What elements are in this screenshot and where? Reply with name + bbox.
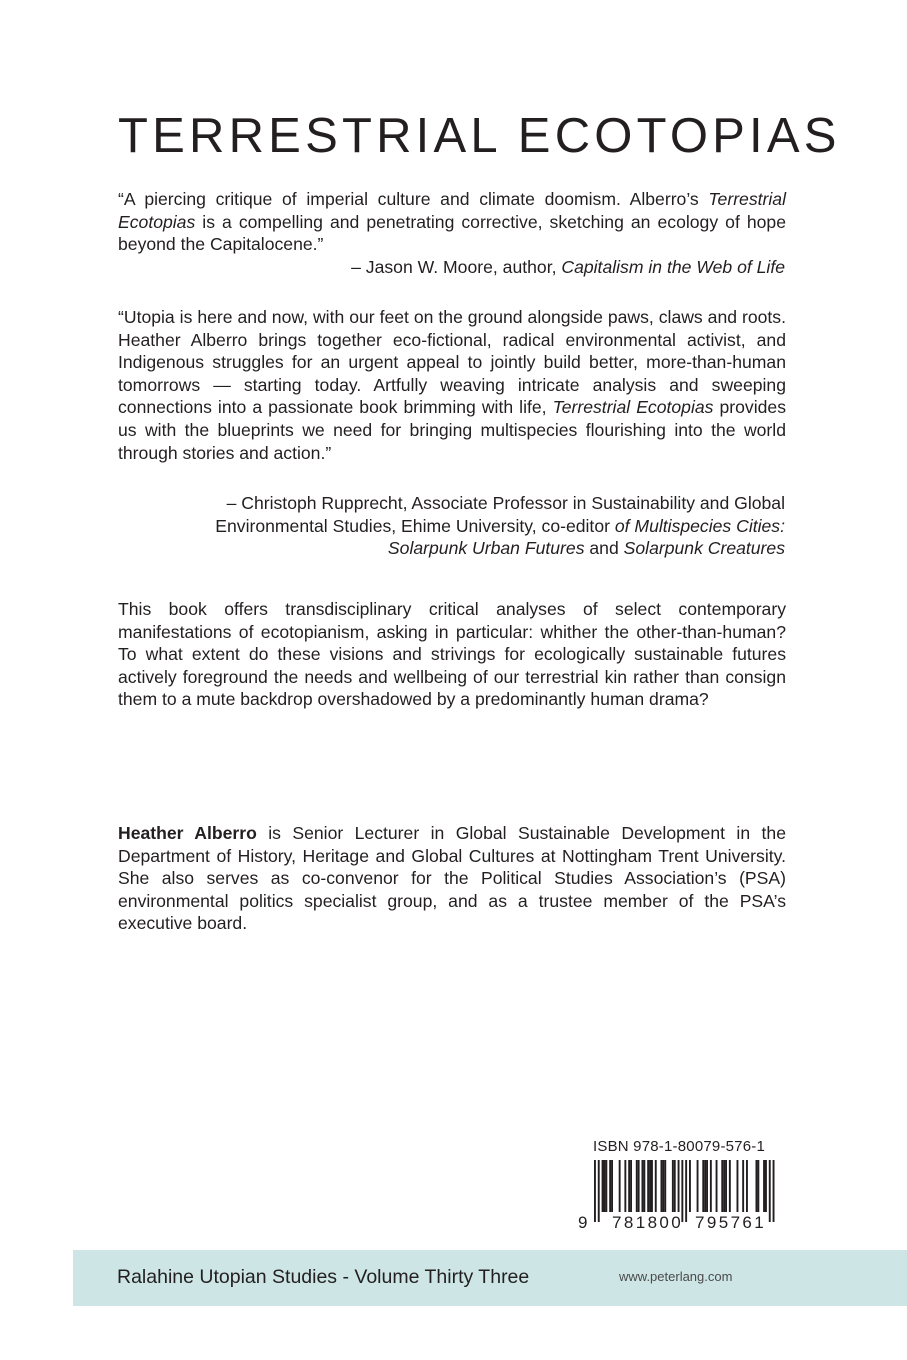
barcode-bar — [765, 1160, 767, 1212]
barcode-bar — [742, 1160, 744, 1212]
barcode-bar — [602, 1160, 604, 1212]
attribution-1-author: – Jason W. Moore, author, — [351, 257, 562, 277]
barcode-bar — [756, 1160, 758, 1212]
quote-1-text-pre: “A piercing critique of imperial culture and climate doomism. Alberro’s — [118, 189, 709, 209]
barcode-bar — [725, 1160, 727, 1212]
endorsement-1-attribution — [351, 256, 785, 279]
barcode-bar — [598, 1160, 600, 1222]
barcode-bar — [664, 1160, 666, 1212]
barcode-bar — [605, 1160, 607, 1212]
series-band — [73, 1250, 907, 1306]
barcode-bar — [729, 1160, 731, 1212]
barcode-bar — [685, 1160, 687, 1222]
barcode-bar — [643, 1160, 645, 1212]
publisher-website: www.peterlang.com — [619, 1269, 733, 1284]
barcode-right-digits: 795761 — [695, 1213, 767, 1230]
barcode-bar — [611, 1160, 613, 1212]
book-title: TERRESTRIAL ECOTOPIAS — [118, 109, 841, 163]
barcode-bar — [619, 1160, 621, 1212]
attribution-2-work-1a: of Multispecies Cities: — [614, 515, 785, 536]
attribution-1-work: Capitalism in the Web of Life — [561, 257, 785, 277]
book-description: This book offers transdisciplinary critical analyses of select contemporary manifestations of ecotopianism, asking in particular: whither the other-than-human? To what extent do these visions and strivings for ecologically sustainable futures actively foreground the needs and wellbeing of our terrestrial kin rather than consign them to a mute backdrop overshadowed by a predominantly human drama? — [118, 599, 786, 710]
barcode-bar — [689, 1160, 691, 1212]
barcode-bar — [757, 1160, 759, 1212]
attribution-2-line-1: – Christoph Rupprecht, Associate Professor in Sustainability and Global — [226, 493, 785, 513]
barcode-bar — [638, 1160, 640, 1212]
author-bio — [118, 822, 786, 935]
barcode-bar — [769, 1160, 771, 1222]
barcode-first-digit: 9 — [578, 1213, 588, 1230]
attribution-2-line-2 — [215, 515, 785, 538]
series-title: Ralahine Utopian Studies - Volume Thirty Three — [117, 1266, 530, 1288]
endorsement-quote-1 — [118, 188, 786, 256]
barcode-bar — [649, 1160, 651, 1212]
barcode-left-digits: 781800 — [612, 1213, 684, 1230]
quote-1-book-title: Terrestrial Ecotopias — [118, 189, 786, 232]
barcode-bar — [737, 1160, 739, 1212]
barcode-bar — [630, 1160, 632, 1212]
barcode-bar — [609, 1160, 611, 1212]
attribution-2-affiliation: Environmental Studies, Ehime University, co-editor — [215, 515, 615, 536]
barcode-bar — [697, 1160, 699, 1212]
attribution-2-work-2: Solarpunk Creatures — [623, 538, 785, 559]
barcode-bar — [710, 1160, 712, 1212]
barcode-bar — [647, 1160, 649, 1212]
attribution-2-work-1b: Solarpunk Urban Futures — [387, 538, 585, 559]
isbn-label: ISBN 978-1-80079-576-1 — [593, 1138, 766, 1155]
barcode-bar — [651, 1160, 653, 1212]
quote-2-text-post: provides us with the blueprints we need for bringing multispecies flourishing into the world through stories and action.” — [118, 397, 787, 463]
barcode-bar — [624, 1160, 626, 1212]
barcode-bar — [773, 1160, 775, 1222]
barcode-bar — [716, 1160, 718, 1212]
author-bio-text: is Senior Lecturer in Global Sustainable Development in the Department of History, Heritage and Global Cultures at Nottingham Trent University. She also serves as co-convenor for the Political Studies Association’s (PSA) environmental politics specialist group, and as a trustee member of the PSA’s executive board. — [118, 823, 786, 934]
barcode-bar — [628, 1160, 630, 1212]
endorsement-quote-2 — [118, 306, 786, 464]
quote-2-text-pre: “Utopia is here and now, with our feet on the ground alongside paws, claws and roots. Heather Alberro brings together eco-fictional, radical environmental activist, and Indigenous struggles for an urgent appeal to jointly build better, more-than-human tomorrows — starting today. Artfully weaving intricate analysis and sweeping connections into a passionate book brimming with life, — [118, 307, 786, 418]
barcode-bar — [661, 1160, 663, 1212]
isbn-barcode — [576, 1160, 786, 1230]
barcode-bar — [723, 1160, 725, 1212]
barcode-bar — [672, 1160, 674, 1212]
quote-1-text-post: is a compelling and penetrating corrective, sketching an ecology of hope beyond the Capitalocene.” — [118, 211, 786, 255]
barcode-bar — [678, 1160, 680, 1212]
barcode-bar — [702, 1160, 704, 1212]
barcode-bar — [594, 1160, 596, 1222]
attribution-2-line-3 — [215, 537, 785, 560]
barcode-bar — [704, 1160, 706, 1212]
barcode-bar — [721, 1160, 723, 1212]
barcode-bar — [604, 1160, 606, 1212]
barcode-bar — [706, 1160, 708, 1212]
barcode-bar — [636, 1160, 638, 1212]
barcode-bar — [642, 1160, 644, 1212]
barcode-bar — [674, 1160, 676, 1212]
endorsement-2-attribution — [215, 492, 785, 560]
attribution-2-conjunction: and — [584, 538, 624, 559]
barcode-bar — [746, 1160, 748, 1212]
quote-2-book-title: Terrestrial Ecotopias — [552, 397, 714, 418]
barcode-bar — [655, 1160, 657, 1212]
barcode-bar — [763, 1160, 765, 1212]
author-name: Heather Alberro — [118, 823, 257, 843]
barcode-bar — [662, 1160, 664, 1212]
